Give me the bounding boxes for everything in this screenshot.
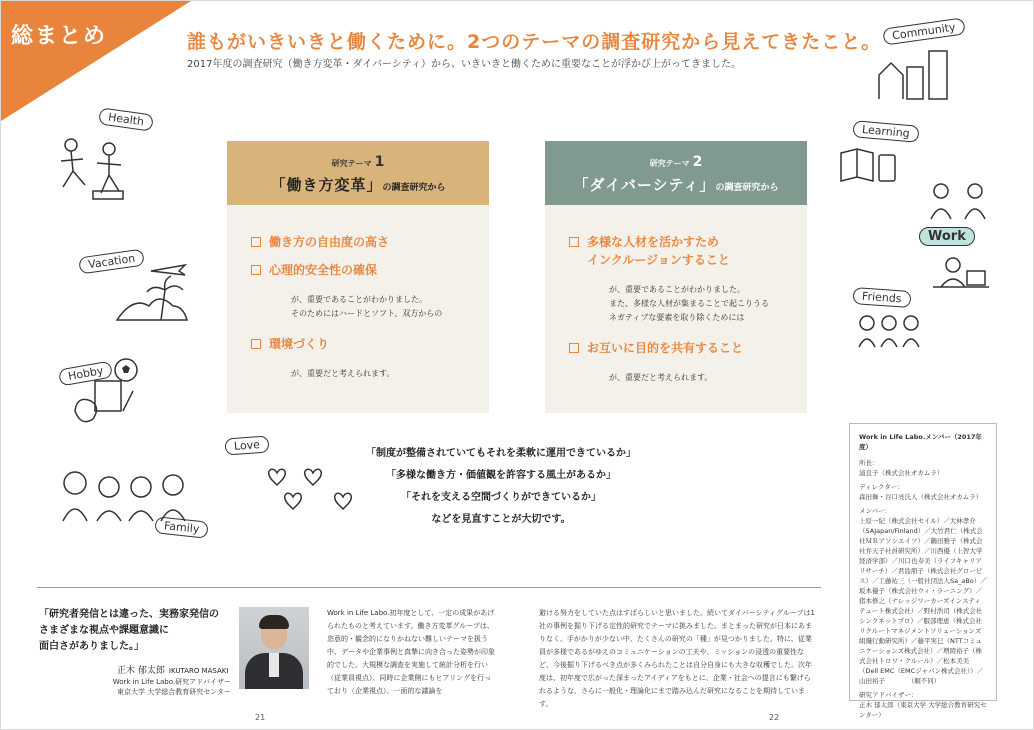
theme-card-body (545, 205, 807, 385)
page-headline: 誰もがいきいきと働くために。2つのテーマの調査研究から見えてきたこと。 (187, 31, 882, 53)
corner-title: 総まとめ (11, 24, 108, 49)
theme-suffix: の調査研究から (715, 183, 779, 193)
page-subline: 2017年度の調査研究（働き方変革・ダイバーシティ）から、いきいきと働くために重要なことが浮かび上がってきました。 (187, 59, 742, 70)
members-section-text: 正木 郁太郎（東京大学 大学総合教育研究センター） (859, 701, 987, 719)
theme-suffix: の調査研究から (382, 183, 446, 193)
interview-quote: 「研究者発信とは違った、実務家発信の さまざまな視点や課題意識に 面白さがありました。」 (39, 609, 219, 652)
friends-icon (855, 313, 925, 349)
theme-label: 研究テーマ (649, 159, 690, 168)
coworkers-icon (927, 181, 997, 221)
key-point: 心理的安全性の確保 (251, 261, 489, 279)
theme-number: 1 (374, 154, 385, 170)
members-section-label: 研究アドバイザー： (859, 691, 918, 699)
family-icon (53, 461, 193, 525)
checkbox-icon (251, 339, 261, 349)
divider (37, 587, 821, 588)
theme-card-body (227, 205, 489, 381)
theme-card-header (545, 141, 807, 205)
palm-island-icon (113, 276, 193, 326)
runners-icon (53, 135, 143, 205)
theme-card-header (227, 141, 489, 205)
key-point: 多様な人材を活かすため インクルージョンすること (569, 233, 807, 269)
theme-label: 研究テーマ (331, 159, 372, 168)
members-section-text: 浦良子（株式会社オカムラ） (859, 469, 944, 477)
person-name: 正木 郁太郎 IKUTARO MASAKI (117, 666, 229, 676)
members-section-text: 森田舞・谷口亮氏人（株式会社オカムラ） (859, 493, 983, 501)
book-tablet-icon (839, 145, 899, 185)
health-tag: Health (98, 107, 154, 131)
interview-text-column-1: Work in Life Labo.初年度として、一定の成果があげられたものと考えています。働き方変革グループは、恣意的・観念的になりかねない難しいテーマを扱う中、データや企業事例と真摯に向き合った姿勢が印象的でした。大規模な調査を実施して統計分析を行い（従業員視点）、同時に企業側にもヒアリングを行っており（企業視点）、一面的な議論を (327, 609, 495, 695)
theme-title: 「働き方変革」 (270, 176, 383, 194)
soccer-ball-icon (113, 357, 139, 383)
key-point: 働き方の自由度の高さ (251, 233, 489, 251)
summary-statement: 「制度が整備されていてもそれを柔軟に運用できているか」 「多様な働き方・価値観を許容する風土があるか」 「それを支える空間づくりができているか」 などを見直すことが大切です。 (366, 448, 636, 525)
person-affiliation: Work in Life Labo.研究アドバイザー 東京大学 大学総合教育研究センター (112, 678, 231, 696)
checkbox-icon (569, 343, 579, 353)
airplane-icon (149, 259, 189, 279)
desk-worker-icon (931, 257, 991, 293)
members-box (849, 423, 997, 719)
vacation-tag: Vacation (78, 249, 145, 275)
work-tag: Work (919, 227, 975, 246)
key-point: お互いに目的を共有すること (569, 339, 807, 357)
town-icon (873, 45, 953, 101)
key-point: 環境づくり (251, 335, 489, 353)
theme-card-1 (227, 141, 489, 413)
members-section-label: メンバー： (859, 507, 892, 515)
community-tag: Community (882, 17, 965, 45)
point-note: が、重要だと考えられます。 (291, 369, 395, 378)
members-section-label: ディレクター： (859, 483, 904, 491)
theme-number: 2 (692, 154, 703, 170)
friends-tag: Friends (852, 287, 911, 308)
point-note: が、重要であることがわかりました。 また、多様な人材が集まることで起こりうる ネガティブな要素を取り除くためには (609, 285, 769, 322)
point-note: が、重要だと考えられます。 (609, 373, 713, 382)
page-number-left: 21 (255, 713, 266, 722)
checkbox-icon (251, 237, 261, 247)
point-note: が、重要であることがわかりました。 そのためにはハードとソフト、双方からの (291, 295, 443, 318)
checkbox-icon (569, 237, 579, 247)
interview-text-column-2: 避ける努力をしていた点はすばらしいと思いました。続いてダイバーシティグループは1社の事例を掘り下げる定性的研究でテーマに挑みました。まとまった研究が日本にあまりなく、手がかりが少ない中、たくさんの研究の「種」が見つかりました。特に、従業員が多様であるがゆえのコミュニケーションの工夫や、ミッションの浸透の重要性など、今後掘り下げるべき点が多くみられたことは自分自身にも大きな収穫でした。次年度は、初年度で広がった深まったアイディアをもとに、企業・社会への提言にも繋げられるような、さらに一般化・理論化にまで踏み込んだ研究になることを期待しています。 (539, 609, 815, 708)
family-tag: Family (154, 516, 209, 538)
checkbox-icon (251, 265, 261, 275)
learning-tag: Learning (852, 120, 919, 143)
hearts-icon (263, 463, 359, 523)
hobby-tag: Hobby (58, 360, 114, 386)
members-section-label: 所長： (859, 459, 879, 467)
members-title: Work in Life Labo.メンバー（2017年度） (859, 433, 982, 451)
theme-title: 「ダイバーシティ」 (573, 176, 716, 194)
love-tag: Love (224, 435, 269, 455)
portrait-photo (239, 607, 309, 689)
page-number-right: 22 (769, 713, 780, 722)
members-section-text: 上原一紀（株式会社セイル）／大林孝介（SAJapan/Finland）／大竹君仁（株式会社ＭＲアソシエイツ）／鶴田雅子（株式会社弁天子社員研究所）／川西優（上智大学経済学部）／川口也寿美（ライフキャリアリサーチ）／君島朋子（株式会社グローピス）／工藤祐三（一般社団法人Sa_aBo）／坂本優子（株式会社ウィ・ラーニング）／猪本修之（ナレッジワーカーズインスティテュート株式会社）／野村浩司（株式会社シンクネットプロ）／服部理恵（株式会社リクルートマネジメントソリューションズ組織行動研究所）／藤平実巳（NTTコミュニケーションズ株式会社）／増岡裕子（株式会社トロワ・クルール）／松本美美（Dell EMC（EMCジャパン株式会社））／山田裕子 （順不同） (859, 517, 987, 685)
theme-card-2 (545, 141, 807, 413)
